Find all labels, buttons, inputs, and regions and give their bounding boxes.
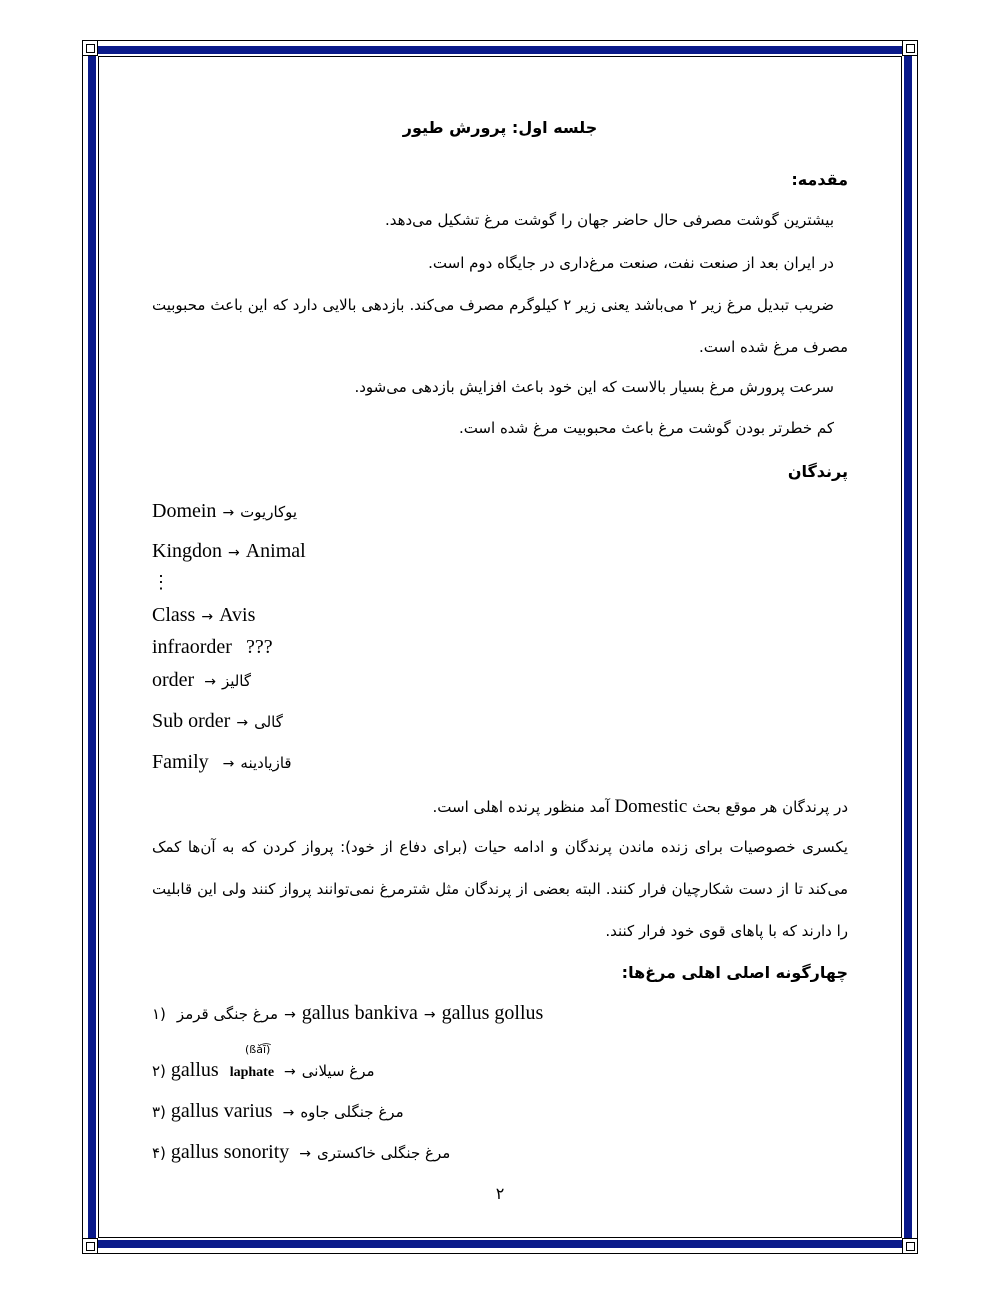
pronunciation-note: (ßǎĩ͡) [245,1043,271,1056]
species-common-name: مرغ جنگی قرمز [176,1005,279,1023]
taxonomy-row [152,500,297,523]
taxonomy-value: ??? [245,636,273,658]
species-number: ۱) [152,1005,166,1023]
species-scientific-name-bold: laphate [229,1065,275,1080]
taxonomy-ellipsis: ⋮ [152,572,170,592]
species-item-4 [152,1141,450,1164]
border-corner-bottom-left [82,1238,98,1254]
species-common-name: مرغ جنگلی جاوه [300,1103,404,1121]
border-corner-bottom-right [902,1238,918,1254]
arrow-icon: → [228,545,240,561]
species-scientific-name: gallus sonority [170,1141,290,1163]
arrow-icon: → [423,1007,436,1023]
taxonomy-rank: order [152,669,195,691]
domestic-text-2: آمد منظور پرنده اهلی است. [432,798,610,816]
border-corner-top-right [902,40,918,56]
taxonomy-value: یوکاریوت [240,503,298,521]
species-heading: چهارگونه اصلی اهلی مرغ‌ها: [621,963,848,982]
species-number: ۴) [152,1144,166,1162]
taxonomy-value: قازیادینه [240,754,292,772]
species-item-1 [152,1002,543,1025]
taxonomy-row [152,669,251,692]
taxonomy-rank: Kingdon [152,540,222,562]
arrow-icon: → [284,1007,296,1023]
domestic-text-1: در پرندگان هر موقع بحث [692,798,848,816]
taxonomy-row [152,710,283,733]
arrow-icon: → [201,609,214,625]
taxonomy-rank: infraorder [152,636,232,658]
arrow-icon: → [284,1064,296,1080]
arrow-icon: → [204,674,216,690]
taxonomy-row [152,751,292,774]
intro-heading: مقدمه: [791,170,848,189]
survival-paragraph: یکسری خصوصیات برای زنده ماندن پرندگان و ادامه حیات (برای دفاع از خود): پرواز کردن که به آن‌ها کمک می‌کند تا از دست شکارچیان فرار کنند. البته بعضی از پرندگان مثل شترمرغ نمی‌توانند پرواز کنند ولی این قابلیت را دارند که با پاهای قوی خود فرار کنند. [152,838,848,940]
species-common-name: مرغ سیلانی [301,1062,375,1080]
taxonomy-row [152,540,306,563]
intro-line-5: کم خطرتر بودن گوشت مرغ باعث محبوبیت مرغ شده است. [458,419,834,437]
taxonomy-row [152,604,255,627]
border-corner-top-left [82,40,98,56]
species-number: ۳) [152,1103,166,1121]
taxonomy-rank: Family [152,751,209,773]
taxonomy-value: Avis [219,604,256,626]
species-item-3 [152,1100,404,1123]
arrow-icon: → [282,1105,295,1121]
species-scientific-name: gallus varius [170,1100,273,1122]
intro-line-2: در ایران بعد از صنعت نفت، صنعت مرغ‌داری در جایگاه دوم است. [428,254,834,272]
arrow-icon: → [236,715,249,731]
taxonomy-value: گالیز [221,672,252,690]
domestic-term: Domestic [614,796,688,817]
species-number: ۲) [152,1062,166,1080]
page-number: ۲ [495,1184,505,1203]
arrow-icon: → [299,1146,311,1162]
page-title: جلسه اول: پرورش طیور [402,118,598,137]
taxonomy-value: Animal [245,540,306,562]
intro-line-3: ضریب تبدیل مرغ زیر ۲ می‌باشد یعنی زیر ۲ کیلوگرم مصرف می‌کند. بازدهی بالایی دارد که این باعث محبوبیت مصرف مرغ شده است. [152,296,848,356]
species-scientific-name: gallus [170,1059,219,1081]
species-scientific-name: gallus bankiva [301,1002,418,1024]
arrow-icon: → [222,756,235,772]
species-scientific-name-2: gallus gollus [441,1002,544,1024]
species-item-2 [152,1059,375,1082]
taxonomy-rank: Sub order [152,710,231,732]
intro-line-4: سرعت پرورش مرغ بسیار بالاست که این خود باعث افزایش بازدهی می‌شود. [354,378,834,396]
species-common-name: مرغ جنگلی خاکستری [317,1144,451,1162]
arrow-icon: → [222,505,235,521]
taxonomy-rank: Domein [152,500,217,522]
intro-line-1: بیشترین گوشت مصرفی حال حاضر جهان را گوشت مرغ تشکیل می‌دهد. [384,211,834,229]
taxonomy-rank: Class [152,604,196,626]
birds-heading: پرندگان [787,462,848,481]
taxonomy-value: گالی [254,713,283,731]
domestic-line [433,796,848,818]
taxonomy-row [152,636,273,659]
